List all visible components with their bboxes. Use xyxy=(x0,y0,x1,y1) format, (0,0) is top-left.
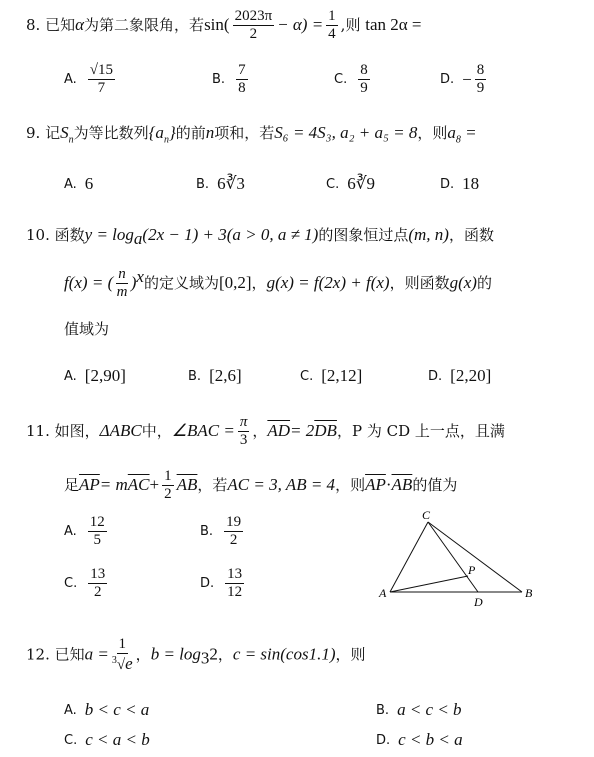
q10-text: 函数 xyxy=(54,226,85,244)
option-frac xyxy=(88,62,115,98)
question-11: 11. 如图，ΔABC中，∠BAC = $\frac{\pi}{3}$ ，$\overline{AD}= 2\overline{DB}$，P 为 CD 上一点，且满 xyxy=(26,414,505,449)
q11-pi: π xyxy=(238,414,250,432)
q11-text: P 为 CD 上一点，且满 xyxy=(351,421,505,440)
option-label: C. xyxy=(64,732,78,748)
option-frac xyxy=(236,62,248,98)
option-den: 2 xyxy=(93,584,102,601)
option-text: [2,90] xyxy=(84,366,126,385)
option-num: 13 xyxy=(88,566,107,584)
q8-number: 8. xyxy=(26,15,41,34)
option-sign: − xyxy=(462,69,472,89)
edge-ac xyxy=(390,522,428,592)
option-label: D. xyxy=(376,732,391,748)
option-label: D. xyxy=(440,72,455,88)
option-den: 7 xyxy=(97,80,106,97)
option-text: b < c < a xyxy=(84,700,150,719)
option-den: 2 xyxy=(229,532,238,549)
q12-b-tail: 2 xyxy=(209,644,218,664)
question-9: 9. 记$S_n$为等比数列$\{a_n\}$的前n项和，若S₆ = 4S₃, a₂ + a₅ = 8，则$a_8$ = xyxy=(26,123,477,146)
option-num: 8 xyxy=(358,62,370,80)
label-c: C xyxy=(422,510,431,522)
option-num: 19 xyxy=(224,514,243,532)
q12-option-c[interactable] xyxy=(64,730,150,750)
q12-number: 12. xyxy=(26,645,50,664)
q12-option-b[interactable] xyxy=(376,700,462,720)
q12-a: a = xyxy=(84,644,109,664)
q8-option-a[interactable] xyxy=(64,62,118,98)
q9-text: 为等比数列 xyxy=(73,124,149,142)
q11-vec-ap: $\overline{AP}$ xyxy=(365,474,386,494)
option-label: A. xyxy=(64,368,77,384)
q11-vec-ad: $\overline{AD}$ xyxy=(267,420,291,440)
q8-frac-num: 2023π xyxy=(233,8,275,26)
q8-frac xyxy=(233,8,275,44)
q9-option-d[interactable] xyxy=(440,174,479,194)
q8-sin: sin( xyxy=(204,14,230,34)
q8-option-d[interactable] xyxy=(440,62,489,98)
q10-domain: [0,2] xyxy=(218,272,252,292)
q12-option-a[interactable] xyxy=(64,700,149,720)
q10-line-3 xyxy=(64,318,109,339)
q8-text: 为第二象限角，若 xyxy=(84,15,205,34)
label-d: D xyxy=(474,595,483,609)
q12-b-base: 3 xyxy=(200,648,210,668)
option-frac xyxy=(88,566,107,602)
q8-option-c[interactable] xyxy=(334,62,373,98)
option-num: 8 xyxy=(475,62,487,80)
q11-line-2: 足$\overline{AP}= m\overline{AC}+$ $\frac{1}{2}$ $\overline{AB}$，若AC = 3, AB = 4，则$\overline{AP}\cdot\overline{AB}$的值为 xyxy=(64,468,458,503)
q9-text: 的前 xyxy=(175,124,206,142)
option-num: √15 xyxy=(88,62,115,80)
q10-formula: y = log xyxy=(84,225,134,244)
q12-a-frac xyxy=(112,636,133,675)
label-b: B xyxy=(525,586,533,600)
option-label: C. xyxy=(326,176,340,192)
q10-option-d[interactable] xyxy=(428,366,491,386)
q8-alpha: α xyxy=(75,14,85,34)
option-text: [2,12] xyxy=(321,366,363,385)
q8-tan: tan 2α = xyxy=(365,14,422,34)
q8-text: 已知 xyxy=(45,15,76,34)
q11-vec-ab: $\overline{AB}$ xyxy=(391,474,413,494)
option-text: a < c < b xyxy=(397,700,462,719)
segment-ap xyxy=(390,576,468,592)
q10-text: ，函数 xyxy=(448,226,494,244)
q9-text: 记 xyxy=(45,124,61,142)
q12-option-d[interactable] xyxy=(376,730,463,750)
q9-condition: S₆ = 4S₃, a₂ + a₅ = 8 xyxy=(274,123,418,142)
q11-option-c[interactable] xyxy=(64,566,110,602)
option-label: D. xyxy=(200,576,215,592)
q9-n: n xyxy=(205,123,215,142)
option-label: B. xyxy=(196,176,210,192)
label-a: A xyxy=(379,586,387,600)
q10-number: 10. xyxy=(26,226,50,244)
option-text: 6∛3 xyxy=(217,174,245,193)
q11-option-a[interactable] xyxy=(64,514,110,550)
option-frac xyxy=(224,514,243,550)
q11-eq: = m xyxy=(99,474,128,494)
q11-half-den: 2 xyxy=(164,486,172,503)
option-den: 9 xyxy=(360,80,368,97)
q10-frac xyxy=(116,266,128,302)
option-text: 6∛9 xyxy=(347,174,376,193)
q11-three: 3 xyxy=(239,432,248,449)
option-label: B. xyxy=(376,702,390,718)
q11-option-b[interactable] xyxy=(200,514,246,550)
option-label: C. xyxy=(334,72,348,88)
q10-g: g(x) = f(2x) + f(x) xyxy=(266,272,390,292)
q12-root-index: 3 xyxy=(111,655,117,667)
option-num: 12 xyxy=(88,514,107,532)
q10-text: 的定义域为 xyxy=(143,273,219,292)
option-label: A. xyxy=(64,702,77,718)
question-10: 10. 函数$y = \log_a(2x - 1) + 3(a > 0$, a ≠ 1)的图象恒过点(m, n)，函数 xyxy=(26,225,494,248)
q11-number: 11. xyxy=(26,421,50,440)
option-frac xyxy=(88,514,107,550)
option-text: c < b < a xyxy=(398,730,463,749)
q11-text: 如图， xyxy=(54,421,100,440)
q10-frac-den: m xyxy=(116,284,128,301)
q10-option-a[interactable] xyxy=(64,366,126,386)
q11-condition: AC = 3, AB = 4 xyxy=(227,474,336,494)
q9-option-c[interactable] xyxy=(326,174,375,194)
q11-vec-ac: $\overline{AC}$ xyxy=(127,474,150,494)
q10-text: ，则函数 xyxy=(389,273,450,292)
q11-eq: = 2 xyxy=(290,420,315,440)
q11-vec-ab: $\overline{AB}$ xyxy=(176,474,198,494)
option-text: [2,20] xyxy=(450,366,492,385)
q12-b: b = log xyxy=(150,644,201,664)
option-label: A. xyxy=(64,72,77,88)
q9-text: ，则 xyxy=(417,124,448,142)
q8-text: 则 xyxy=(345,15,361,34)
option-frac xyxy=(475,62,487,98)
option-num: 13 xyxy=(225,566,244,584)
q8-option-b[interactable] xyxy=(212,62,251,98)
q10-option-c[interactable] xyxy=(300,366,362,386)
q10-formula: (2x − 1) + 3(a > 0, a ≠ 1) xyxy=(142,225,319,244)
option-text: 6 xyxy=(84,174,94,193)
option-den: 12 xyxy=(227,584,243,601)
option-den: 5 xyxy=(93,532,102,549)
q12-c: c = sin(cos1.1) xyxy=(232,644,336,664)
q11-text: ，则 xyxy=(335,475,366,494)
option-label: B. xyxy=(200,524,214,540)
q8-rhs xyxy=(326,8,338,44)
q9-number: 9. xyxy=(26,124,41,142)
q11-vec-ap: $\overline{AP}$ xyxy=(79,474,100,494)
q10-line-2: f(x) = ( $\frac{n}{m}$ )$^x$的定义域为[0,2]，g(x) = f(2x) + f(x)，则函数g(x)的 xyxy=(64,266,492,301)
q11-half-num: 1 xyxy=(162,468,174,486)
q11-vec-db: $\overline{DB}$ xyxy=(314,420,337,440)
q12-root-e: e xyxy=(125,654,133,674)
q12-one: 1 xyxy=(117,636,129,654)
q11-triangle-figure xyxy=(370,510,550,610)
q11-option-d[interactable] xyxy=(200,566,247,602)
option-text: c < a < b xyxy=(85,730,150,749)
option-frac xyxy=(225,566,244,602)
q12-text: 已知 xyxy=(54,645,85,664)
q9-option-b[interactable] xyxy=(196,174,245,194)
q10-option-b[interactable] xyxy=(188,366,242,386)
segment-cd xyxy=(428,522,478,592)
q8-minus-alpha: − α) = xyxy=(277,14,324,34)
q8-rhs-den: 4 xyxy=(328,26,336,43)
q11-text: 足 xyxy=(64,475,80,494)
q10-point: (m, n) xyxy=(408,225,449,244)
q8-frac-den: 2 xyxy=(249,26,258,43)
q10-text: 值域为 xyxy=(64,320,110,338)
option-text: 18 xyxy=(462,174,480,193)
option-label: B. xyxy=(212,72,226,88)
q10-f: f(x) = ( xyxy=(64,272,114,292)
option-label: C. xyxy=(64,576,78,592)
q11-text: 的值为 xyxy=(412,475,458,494)
q10-text: 的 xyxy=(476,273,492,292)
q9-option-a[interactable] xyxy=(64,174,93,194)
q10-text: 的图象恒过点 xyxy=(318,226,409,244)
option-label: D. xyxy=(440,176,455,192)
q11-text: ，若 xyxy=(197,475,228,494)
q11-angle: ∠BAC = xyxy=(171,420,235,440)
q11-text: 中， xyxy=(141,421,172,440)
q9-text: 项和，若 xyxy=(214,124,275,142)
q10-frac-num: n xyxy=(116,266,128,284)
option-label: C. xyxy=(300,368,314,384)
option-label: A. xyxy=(64,524,77,540)
option-num: 7 xyxy=(236,62,248,80)
q11-pi-frac xyxy=(238,414,250,450)
option-frac xyxy=(358,62,370,98)
label-p: P xyxy=(468,563,476,577)
question-12: 12. 已知a = $\frac{1}{^3√e}$ ，$b = \log_32$，c = sin(cos1.1)，则 xyxy=(26,636,366,674)
q10-fx: ) xyxy=(130,272,137,292)
option-text: [2,6] xyxy=(209,366,242,385)
q11-triangle: ΔABC xyxy=(99,420,142,440)
q8-rhs-num: 1 xyxy=(326,8,338,26)
q12-text: ，则 xyxy=(335,645,366,664)
question-8: 8. 已知α为第二象限角，若sin( $\frac{2023\pi}{2}$ − α) = $\frac{1}{4}$ ,则 tan 2α = xyxy=(26,8,422,43)
option-den: 9 xyxy=(476,80,485,97)
option-den: 8 xyxy=(238,80,246,97)
option-label: B. xyxy=(188,368,202,384)
q11-half xyxy=(162,468,174,504)
option-label: D. xyxy=(428,368,443,384)
option-label: A. xyxy=(64,176,77,192)
q12-root: $^3$√e xyxy=(111,654,133,674)
q10-gx: g(x) xyxy=(449,272,477,292)
